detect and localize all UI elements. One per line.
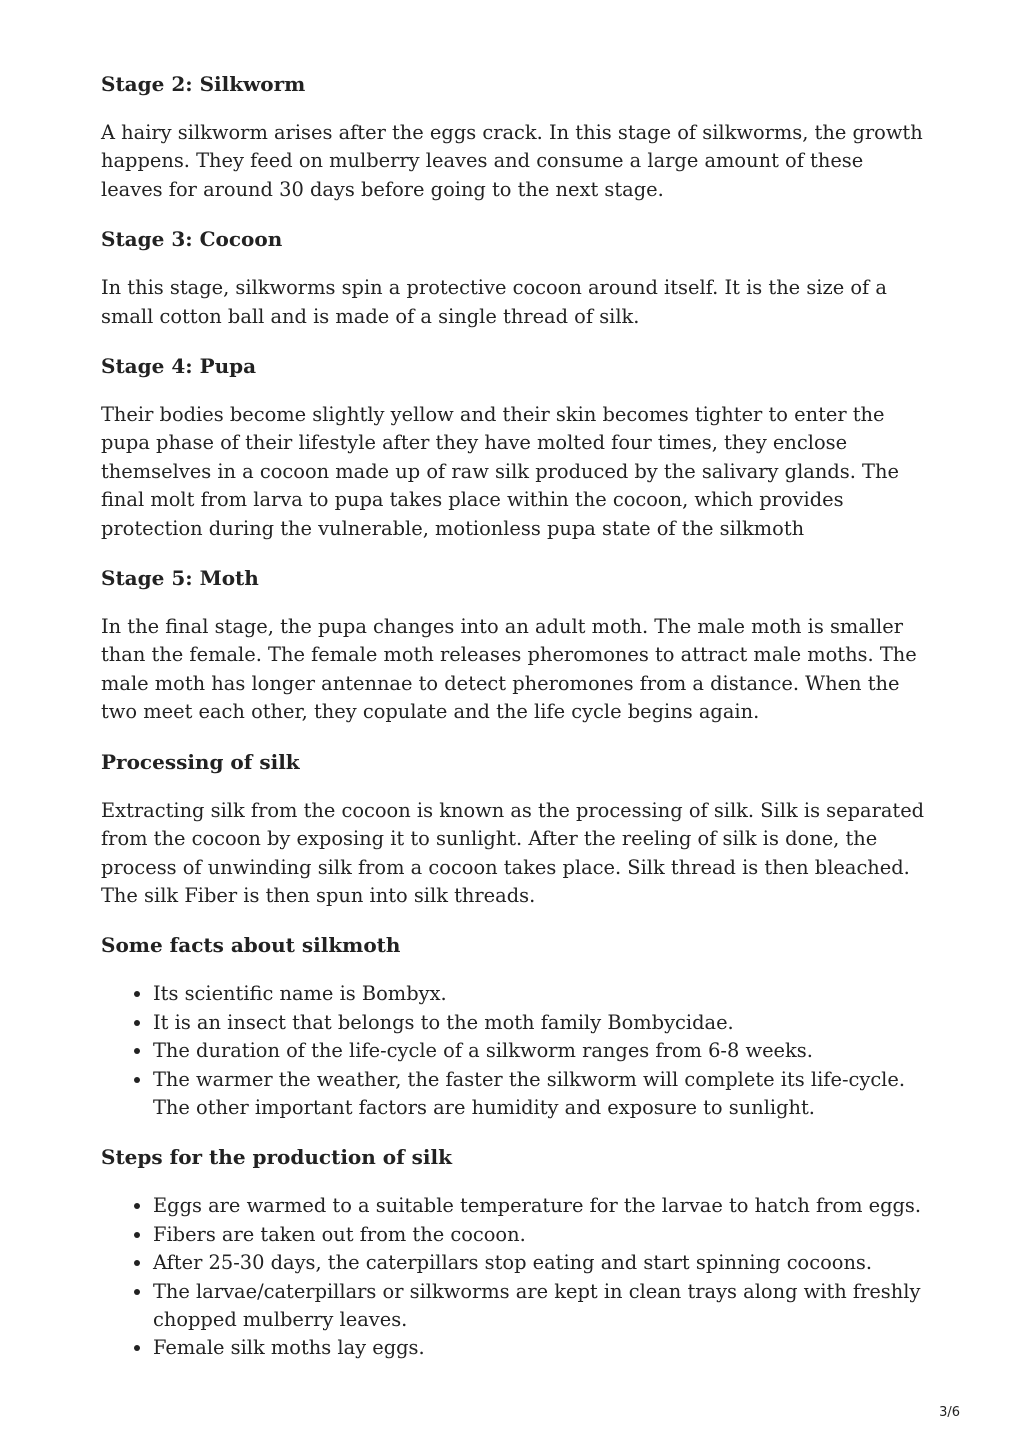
steps-list	[101, 1192, 931, 1362]
list-item: • Fibers are taken out from the cocoon.	[153, 1221, 931, 1249]
list-item: • It is an insect that belongs to the moth family Bombycidae.	[153, 1009, 931, 1037]
section-paragraph-processing: Extracting silk from the cocoon is known as the processing of silk. Silk is separated from the cocoon by exposing it to sunlight. After the reeling of silk is done, the process of unwinding silk from a cocoon takes place. Silk thread is then bleached. The silk Fiber is then spun into silk threads.	[101, 798, 925, 907]
list-item: • The larvae/caterpillars or silkworms are kept in clean trays along with freshly chopped mulberry leaves.	[153, 1278, 931, 1335]
section-heading-processing: Processing of silk	[101, 749, 300, 774]
facts-list	[101, 980, 931, 1122]
list-item: • Eggs are warmed to a suitable temperature for the larvae to hatch from eggs.	[153, 1192, 931, 1220]
list-item: • The warmer the weather, the faster the silkworm will complete its life-cycle. The other important factors are humidity and exposure to sunlight.	[153, 1066, 931, 1123]
section-heading-stage-4: Stage 4: Pupa	[101, 354, 257, 379]
list-item: • After 25-30 days, the caterpillars stop eating and start spinning cocoons.	[153, 1249, 931, 1277]
section-heading-stage-2: Stage 2: Silkworm	[101, 72, 306, 96]
section-heading-stage-5: Stage 5: Moth	[101, 566, 259, 591]
list-item: • The duration of the life-cycle of a silkworm ranges from 6-8 weeks.	[153, 1037, 931, 1065]
facts-heading: Some facts about silkmoth	[101, 933, 401, 958]
section-paragraph-stage-5: In the final stage, the pupa changes into an adult moth. The male moth is smaller than the female. The female moth releases pheromones to attract male moths. The male moth has longer antennae to detect pheromones from a distance. When the two meet each other, they copulate and the life cycle begins again.	[101, 615, 917, 724]
list-item: • Female silk moths lay eggs.	[153, 1334, 931, 1362]
page-number: 3/6	[939, 1405, 960, 1420]
section-paragraph-stage-2: A hairy silkworm arises after the eggs crack. In this stage of silkworms, the growth happens. They feed on mulberry leaves and consume a large amount of these leaves for around 30 days before going to the next stage.	[101, 121, 923, 201]
steps-heading: Steps for the production of silk	[101, 1145, 452, 1170]
section-paragraph-stage-3: In this stage, silkworms spin a protective cocoon around itself. It is the size of a small cotton ball and is made of a single thread of silk.	[101, 276, 887, 328]
section-paragraph-stage-4: Their bodies become slightly yellow and their skin becomes tighter to enter the pupa phase of their lifestyle after they have molted four times, they enclose themselves in a cocoon made up of raw silk produced by the salivary glands. The final molt from larva to pupa takes place within the cocoon, which provides protection during the vulnerable, motionless pupa state of the silkmoth	[101, 403, 899, 540]
document-page	[101, 70, 931, 1384]
list-item: • Its scientific name is Bombyx.	[153, 980, 931, 1008]
section-heading-stage-3: Stage 3: Cocoon	[101, 227, 283, 252]
